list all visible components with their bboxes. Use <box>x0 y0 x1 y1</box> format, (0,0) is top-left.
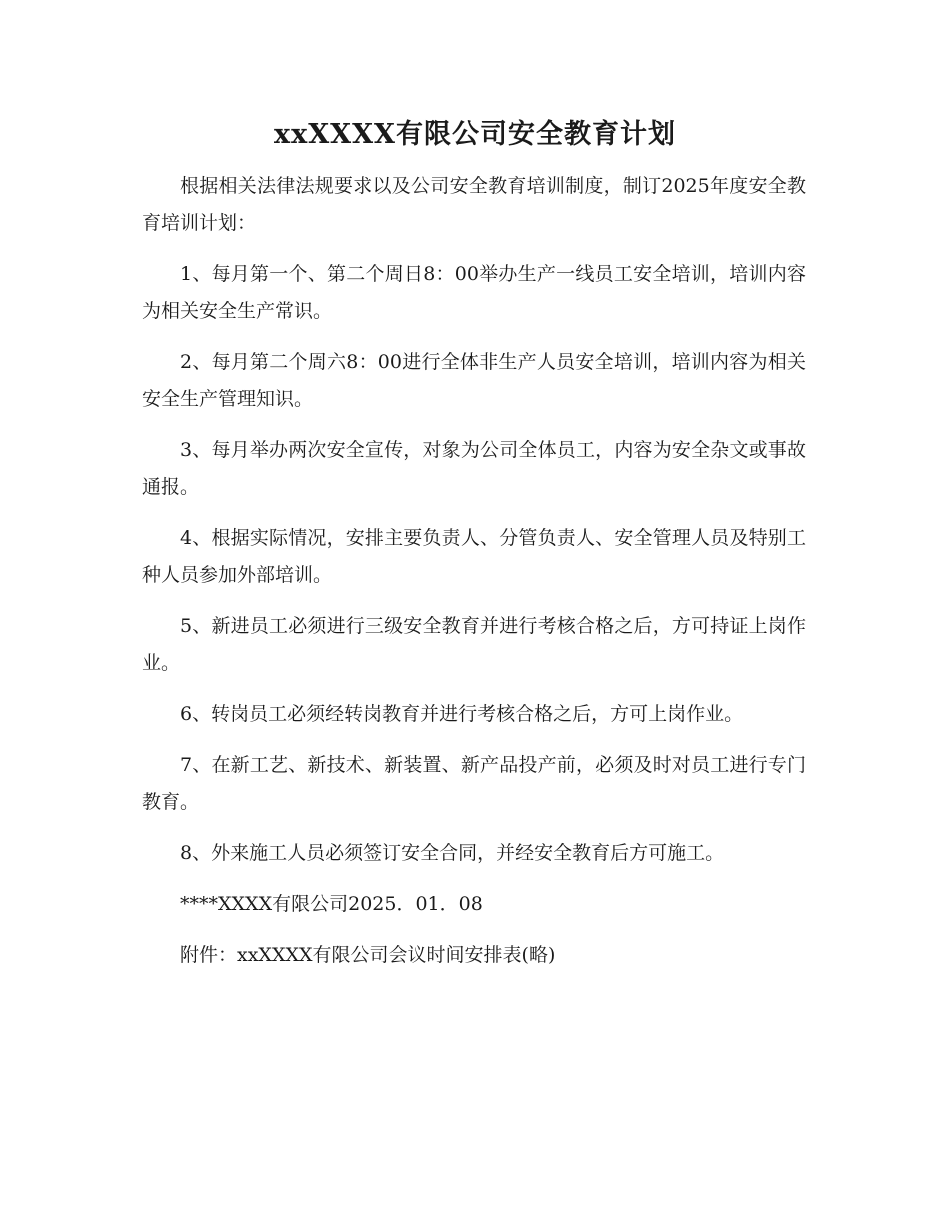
plan-item-2: 2、每月第二个周六8：00进行全体非生产人员安全培训，培训内容为相关安全生产管理知识。 <box>142 351 806 410</box>
intro-paragraph: 根据相关法律法规要求以及公司安全教育培训制度，制订2025年度安全教育培训计划： <box>142 175 806 234</box>
plan-item-1: 1、每月第一个、第二个周日8：00举办生产一线员工安全培训，培训内容为相关安全生产常识。 <box>142 263 806 322</box>
plan-item-6: 6、转岗员工必须经转岗教育并进行考核合格之后，方可上岗作业。 <box>180 703 744 725</box>
plan-item-8: 8、外来施工人员必须签订安全合同，并经安全教育后方可施工。 <box>180 842 725 864</box>
plan-item-5: 5、新进员工必须进行三级安全教育并进行考核合格之后，方可持证上岗作业。 <box>142 615 806 674</box>
document-title: xxXXXX有限公司安全教育计划 <box>274 119 676 150</box>
signature-line: ****XXXX有限公司2025．01．08 <box>180 893 483 915</box>
document-body <box>142 168 806 988</box>
plan-item-7: 7、在新工艺、新技术、新装置、新产品投产前，必须及时对员工进行专门教育。 <box>142 754 806 813</box>
plan-item-3: 3、每月举办两次安全宣传，对象为公司全体员工，内容为安全杂文或事故通报。 <box>142 439 806 498</box>
attachment-note: 附件：xxXXXX有限公司会议时间安排表(略) <box>180 944 556 966</box>
plan-item-4: 4、根据实际情况，安排主要负责人、分管负责人、安全管理人员及特别工种人员参加外部培训。 <box>142 527 806 586</box>
